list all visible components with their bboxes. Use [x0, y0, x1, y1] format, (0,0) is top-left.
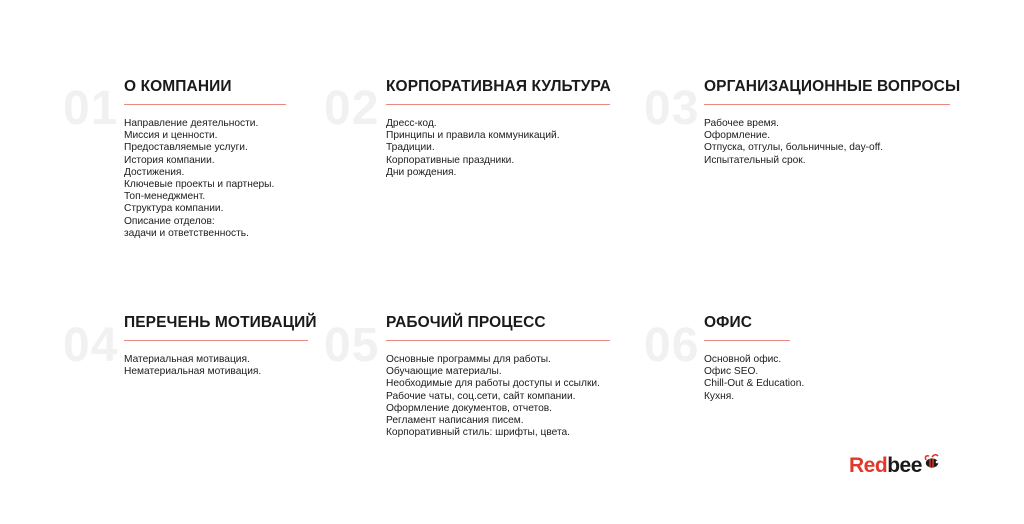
- list-item: Описание отделов:: [124, 215, 215, 227]
- title-underline: [124, 340, 308, 341]
- list-item: Отпуска, отгулы, больничные, day-off.: [704, 142, 884, 154]
- list-item: Материальная мотивация.: [124, 354, 250, 365]
- section-number: 03: [644, 82, 700, 135]
- section-title: КОРПОРАТИВНАЯ КУЛЬТУРА: [386, 78, 611, 95]
- list-item: Основные программы для работы.: [386, 354, 551, 365]
- section-title: ОФИС: [704, 314, 753, 331]
- logo-text-dark: bee: [887, 454, 922, 477]
- list-item: Традиции.: [386, 142, 435, 154]
- list-item: Офис SEO.: [704, 366, 759, 378]
- title-underline: [124, 104, 286, 105]
- list-item: Рабочее время.: [704, 118, 779, 129]
- section-title: ПЕРЕЧЕНЬ МОТИВАЦИЙ: [124, 314, 317, 331]
- section-item-list: [704, 118, 1004, 167]
- section-title: О КОМПАНИИ: [124, 78, 232, 95]
- title-underline: [386, 104, 610, 105]
- list-item: Корпоративные праздники.: [386, 154, 515, 166]
- section-work-process: [324, 314, 686, 439]
- list-item: Испытательный срок.: [704, 154, 806, 166]
- section-number: 06: [644, 319, 700, 372]
- list-item: Дресс-код.: [386, 118, 437, 129]
- list-item: История компании.: [124, 154, 215, 166]
- list-item: Кухня.: [704, 390, 735, 402]
- section-number: 04: [63, 319, 119, 372]
- section-item-list: [124, 118, 424, 240]
- section-item-list: [386, 354, 686, 439]
- section-office: [644, 314, 1004, 403]
- list-item: Принципы и правила коммуникаций.: [386, 130, 560, 142]
- section-item-list: [704, 354, 1004, 403]
- list-item: Корпоративный стиль: шрифты, цвета.: [386, 427, 571, 439]
- section-number: 01: [63, 82, 119, 135]
- list-item: Миссия и ценности.: [124, 130, 218, 142]
- title-underline: [704, 104, 950, 105]
- list-item: Структура компании.: [124, 203, 224, 215]
- list-item: задачи и ответственность.: [124, 227, 249, 239]
- list-item: Нематериальная мотивация.: [124, 366, 262, 378]
- list-item: Оформление документов, отчетов.: [386, 402, 553, 414]
- logo-wordmark: [849, 454, 922, 478]
- list-item: Chill-Out & Education.: [704, 378, 805, 390]
- list-item: Достижения.: [124, 166, 185, 178]
- title-underline: [704, 340, 790, 341]
- redbee-logo: [849, 448, 940, 478]
- title-underline: [386, 340, 610, 341]
- list-item: Топ-менеджмент.: [124, 191, 206, 203]
- list-item: Предоставляемые услуги.: [124, 142, 248, 154]
- logo-text-red: Red: [849, 454, 888, 477]
- list-item: Необходимые для работы доступы и ссылки.: [386, 378, 600, 390]
- list-item: Обучающие материалы.: [386, 366, 502, 378]
- list-item: Рабочие чаты, соц.сети, сайт компании.: [386, 390, 576, 402]
- list-item: Направление деятельности.: [124, 118, 259, 129]
- section-title: РАБОЧИЙ ПРОЦЕСС: [386, 314, 546, 331]
- section-item-list: [386, 118, 686, 179]
- section-organizational-questions: [644, 78, 1004, 167]
- bee-icon: [922, 452, 940, 470]
- section-title: ОРГАНИЗАЦИОННЫЕ ВОПРОСЫ: [704, 78, 961, 95]
- list-item: Регламент написания писем.: [386, 415, 524, 427]
- section-item-list: [124, 354, 424, 378]
- list-item: Оформление.: [704, 130, 771, 142]
- list-item: Дни рождения.: [386, 166, 457, 178]
- section-number: 05: [324, 319, 380, 372]
- list-item: Ключевые проекты и партнеры.: [124, 179, 275, 191]
- section-number: 02: [324, 82, 380, 135]
- list-item: Основной офис.: [704, 354, 782, 365]
- section-corporate-culture: [324, 78, 686, 179]
